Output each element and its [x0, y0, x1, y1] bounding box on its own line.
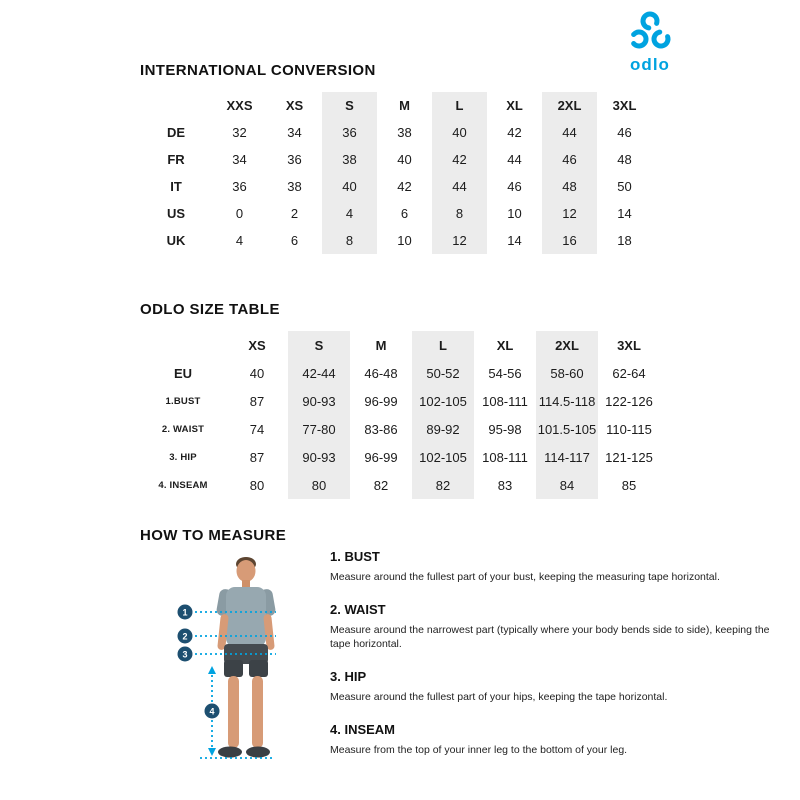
table-row	[140, 359, 660, 387]
measurement-figure	[172, 550, 317, 785]
table-cell: 4	[235, 233, 244, 248]
table-cell: 42	[432, 146, 487, 173]
column-header: L	[432, 92, 487, 119]
row-label: EU	[173, 365, 193, 381]
inseam-arrow-down	[208, 748, 216, 756]
table-cell: 8	[322, 227, 377, 254]
table-cell: 108-111	[482, 449, 528, 465]
table-cell: 12	[542, 200, 597, 227]
measure-item-text: Measure around the fullest part of your bust, keeping the measuring tape horizontal.	[330, 571, 720, 583]
table-cell: 16	[542, 227, 597, 254]
table-cell: 50-52	[412, 359, 474, 387]
table-cell: 62-64	[612, 365, 646, 381]
table-cell: 12	[432, 227, 487, 254]
table-cell: 46-48	[364, 365, 398, 381]
table-cell: 4	[322, 200, 377, 227]
table-cell: 89-92	[412, 415, 474, 443]
odlo-logo	[620, 10, 680, 75]
table-cell: 14	[507, 233, 522, 248]
table-row	[140, 387, 660, 415]
column-header: XL	[496, 337, 514, 353]
table-cell: 110-115	[606, 421, 652, 437]
international-conversion-table	[140, 92, 652, 254]
table-cell: 114.5-118	[536, 387, 598, 415]
table-cell: 36	[232, 179, 247, 194]
table-cell: 36	[287, 152, 302, 167]
header-row	[140, 92, 652, 119]
table-cell: 0	[235, 206, 244, 221]
table-cell: 82	[412, 471, 474, 499]
table-cell: 122-126	[605, 393, 653, 409]
measure-item-text: Measure around the narrowest part (typically where your body bends side to side), keeping the tape horizontal.	[330, 623, 770, 651]
table-cell: 96-99	[364, 449, 398, 465]
row-label: 2. WAIST	[161, 423, 205, 435]
measure-instructions	[330, 549, 778, 774]
marker-1	[178, 605, 193, 620]
column-header: 3XL	[617, 337, 641, 353]
measure-item-waist	[330, 602, 778, 652]
table-cell: 2	[290, 206, 299, 221]
table-cell: 85	[621, 477, 637, 493]
table-cell: 83	[497, 477, 513, 493]
marker-3-number: 3	[182, 649, 188, 660]
measurement-figure-illustration	[172, 550, 317, 785]
table-row	[140, 146, 652, 173]
column-header: S	[288, 331, 350, 359]
table-cell: 121-125	[605, 449, 653, 465]
table-cell: 34	[287, 125, 302, 140]
odlo-size-table-title: ODLO SIZE TABLE	[140, 301, 280, 318]
odlo-logo-icon	[625, 10, 675, 52]
table-cell: 36	[322, 119, 377, 146]
table-cell: 48	[542, 173, 597, 200]
table-cell: 87	[249, 449, 265, 465]
column-header: XS	[285, 98, 304, 113]
table-cell: 108-111	[482, 393, 528, 409]
column-header: XS	[248, 337, 266, 353]
marker-1-number: 1	[182, 607, 188, 618]
table-cell: 50	[617, 179, 632, 194]
column-header: XXS	[226, 98, 253, 113]
table-cell: 58-60	[536, 359, 598, 387]
table-cell: 42	[397, 179, 412, 194]
table-cell: 90-93	[288, 387, 350, 415]
marker-4	[205, 704, 220, 719]
table-cell: 74	[249, 421, 265, 437]
table-row	[140, 227, 652, 254]
table-cell: 87	[249, 393, 265, 409]
table-cell: 42	[507, 125, 522, 140]
odlo-logo-wordmark: odlo	[630, 55, 670, 74]
table-cell: 82	[373, 477, 389, 493]
table-cell: 10	[507, 206, 522, 221]
odlo-size-table	[140, 331, 660, 499]
table-cell: 48	[617, 152, 632, 167]
table-row	[140, 200, 652, 227]
marker-2-number: 2	[182, 631, 188, 642]
table-cell: 84	[536, 471, 598, 499]
table-cell: 46	[617, 125, 632, 140]
marker-4-number: 4	[209, 706, 215, 717]
row-label: US	[166, 206, 186, 221]
corner-cell	[140, 92, 212, 119]
table-cell: 32	[232, 125, 247, 140]
table-row	[140, 443, 660, 471]
table-cell: 40	[322, 173, 377, 200]
header-row	[140, 331, 660, 359]
table-cell: 102-105	[412, 387, 474, 415]
table-cell: 90-93	[288, 443, 350, 471]
column-header: 2XL	[536, 331, 598, 359]
row-label: UK	[166, 233, 186, 248]
row-label: 3. HIP	[169, 451, 197, 463]
table-cell: 44	[432, 173, 487, 200]
table-cell: 38	[397, 125, 412, 140]
column-header: 2XL	[542, 92, 597, 119]
size-table-grid	[140, 331, 660, 499]
table-cell: 34	[232, 152, 247, 167]
table-cell: 6	[290, 233, 299, 248]
table-cell: 46	[507, 179, 522, 194]
measure-item-text: Measure from the top of your inner leg to the bottom of your leg.	[330, 743, 628, 756]
international-conversion-title: INTERNATIONAL CONVERSION	[140, 62, 376, 79]
table-cell: 102-105	[412, 443, 474, 471]
measure-item-heading: 3. HIP	[330, 669, 367, 685]
measure-item-heading: 4. INSEAM	[330, 721, 396, 737]
table-cell: 80	[249, 477, 265, 493]
measure-item-inseam	[330, 722, 778, 758]
table-row	[140, 471, 660, 499]
measure-item-bust	[330, 549, 778, 585]
table-cell: 6	[400, 206, 409, 221]
column-header: M	[375, 337, 387, 353]
table-cell: 10	[397, 233, 412, 248]
table-cell: 18	[617, 233, 632, 248]
table-row	[140, 415, 660, 443]
table-cell: 77-80	[288, 415, 350, 443]
measure-item-heading: 2. WAIST	[330, 601, 386, 617]
row-label: DE	[166, 125, 186, 140]
row-label: IT	[170, 179, 182, 194]
measure-item-heading: 1. BUST	[330, 549, 380, 564]
table-cell: 96-99	[364, 393, 398, 409]
column-header: 3XL	[612, 98, 637, 113]
table-cell: 44	[542, 119, 597, 146]
table-cell: 44	[507, 152, 522, 167]
table-cell: 40	[432, 119, 487, 146]
measure-item-hip	[330, 669, 778, 705]
row-label: 1.BUST	[165, 395, 201, 407]
marker-3	[178, 647, 193, 662]
table-cell: 40	[397, 152, 412, 167]
column-header: M	[399, 98, 410, 113]
table-cell: 80	[288, 471, 350, 499]
column-header: S	[322, 92, 377, 119]
table-cell: 38	[322, 146, 377, 173]
table-cell: 101.5-105	[536, 415, 598, 443]
measure-item-text: Measure around the fullest part of your hips, keeping the tape horizontal.	[330, 691, 668, 704]
corner-cell	[140, 331, 226, 359]
table-cell: 8	[432, 200, 487, 227]
table-cell: 114-117	[536, 443, 598, 471]
table-cell: 14	[617, 206, 632, 221]
table-cell: 42-44	[288, 359, 350, 387]
marker-2	[178, 629, 193, 644]
column-header: XL	[506, 98, 523, 113]
table-cell: 95-98	[488, 421, 522, 437]
table-cell: 46	[542, 146, 597, 173]
table-cell: 38	[287, 179, 302, 194]
table-row	[140, 119, 652, 146]
table-cell: 40	[249, 365, 265, 381]
how-to-measure-title: HOW TO MEASURE	[140, 527, 287, 544]
table-row	[140, 173, 652, 200]
inseam-arrow-up	[208, 666, 216, 674]
person-illustration	[216, 557, 277, 758]
table-cell: 54-56	[488, 365, 522, 381]
size-table-grid	[140, 92, 652, 254]
column-header: L	[412, 331, 474, 359]
table-cell: 83-86	[364, 421, 398, 437]
row-label: 4. INSEAM	[158, 479, 208, 491]
row-label: FR	[167, 152, 185, 167]
